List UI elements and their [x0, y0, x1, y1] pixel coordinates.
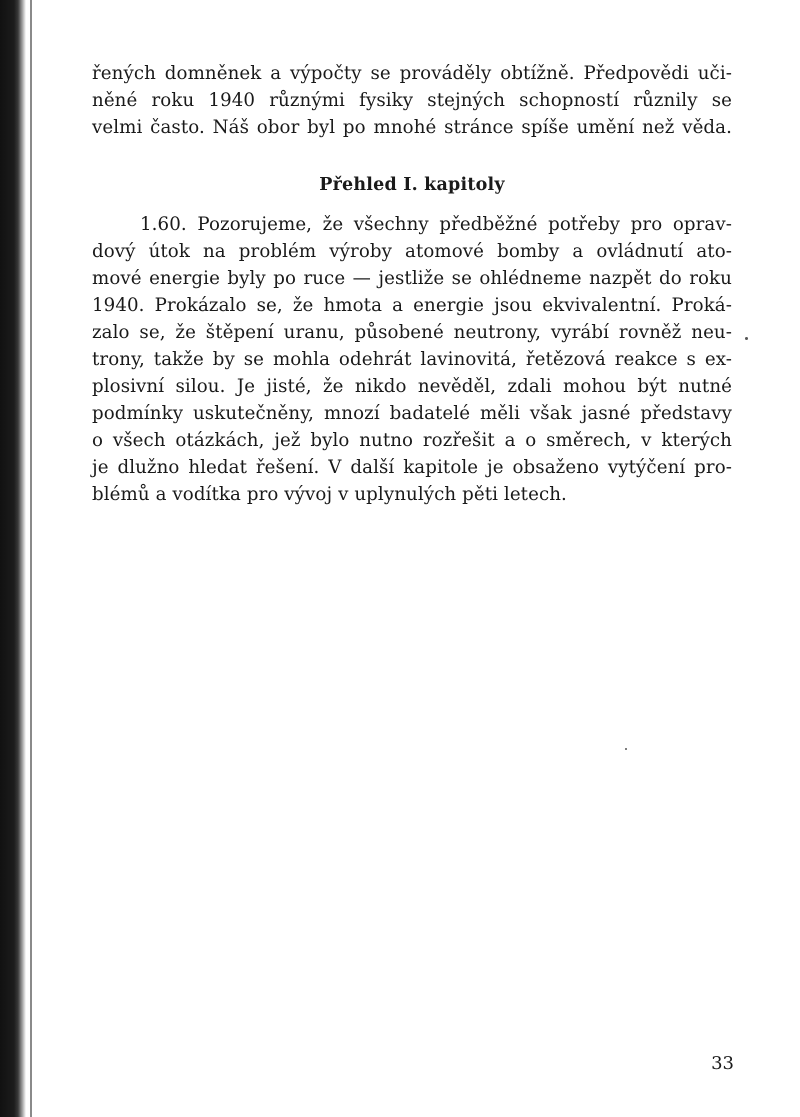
- text-line: 1.60. Pozorujeme, že všechny předběžné potřeby pro oprav-: [140, 214, 732, 235]
- paragraph-top: [92, 60, 732, 141]
- text-line: je dlužno hledat řešení. V další kapitole je obsaženo vytýčení pro-: [92, 457, 732, 478]
- section-heading: Přehled I. kapitoly: [319, 175, 505, 195]
- text-line: něné roku 1940 různými fysiky stejných schopností různily se: [92, 90, 732, 111]
- text-line: řených domněnek a výpočty se prováděly obtížně. Předpovědi uči-: [92, 63, 732, 84]
- text-line: trony, takže by se mohla odehrát lavinovitá, řetězová reakce s ex-: [92, 349, 732, 370]
- scan-speck: [745, 337, 748, 340]
- page-text-block: [92, 60, 732, 508]
- scan-speck: [625, 748, 627, 750]
- text-line: o všech otázkách, jež bylo nutno rozřešit a o směrech, v kterých: [92, 430, 732, 451]
- binding-edge: [0, 0, 26, 1117]
- text-line: zalo se, že štěpení uranu, působené neutrony, vyrábí rovněž neu-: [92, 322, 732, 343]
- binding-shadow-line: [30, 0, 32, 1117]
- text-line: mové energie byly po ruce — jestliže se ohlédneme nazpět do roku: [92, 268, 732, 289]
- text-line: velmi často. Náš obor byl po mnohé stránce spíše umění než věda.: [92, 117, 732, 138]
- paragraph-main: [92, 211, 732, 508]
- text-line: plosivní silou. Je jisté, že nikdo nevěděl, zdali mohou být nutné: [92, 376, 732, 397]
- text-line: blémů a vodítka pro vývoj v uplynulých pěti letech.: [92, 484, 567, 505]
- text-line: podmínky uskutečněny, mnozí badatelé měli však jasné představy: [92, 403, 732, 424]
- page-number: 33: [711, 1053, 734, 1074]
- text-line: dový útok na problém výroby atomové bomby a ovládnutí ato-: [92, 241, 732, 262]
- text-line: 1940. Prokázalo se, že hmota a energie jsou ekvivalentní. Proká-: [92, 295, 732, 316]
